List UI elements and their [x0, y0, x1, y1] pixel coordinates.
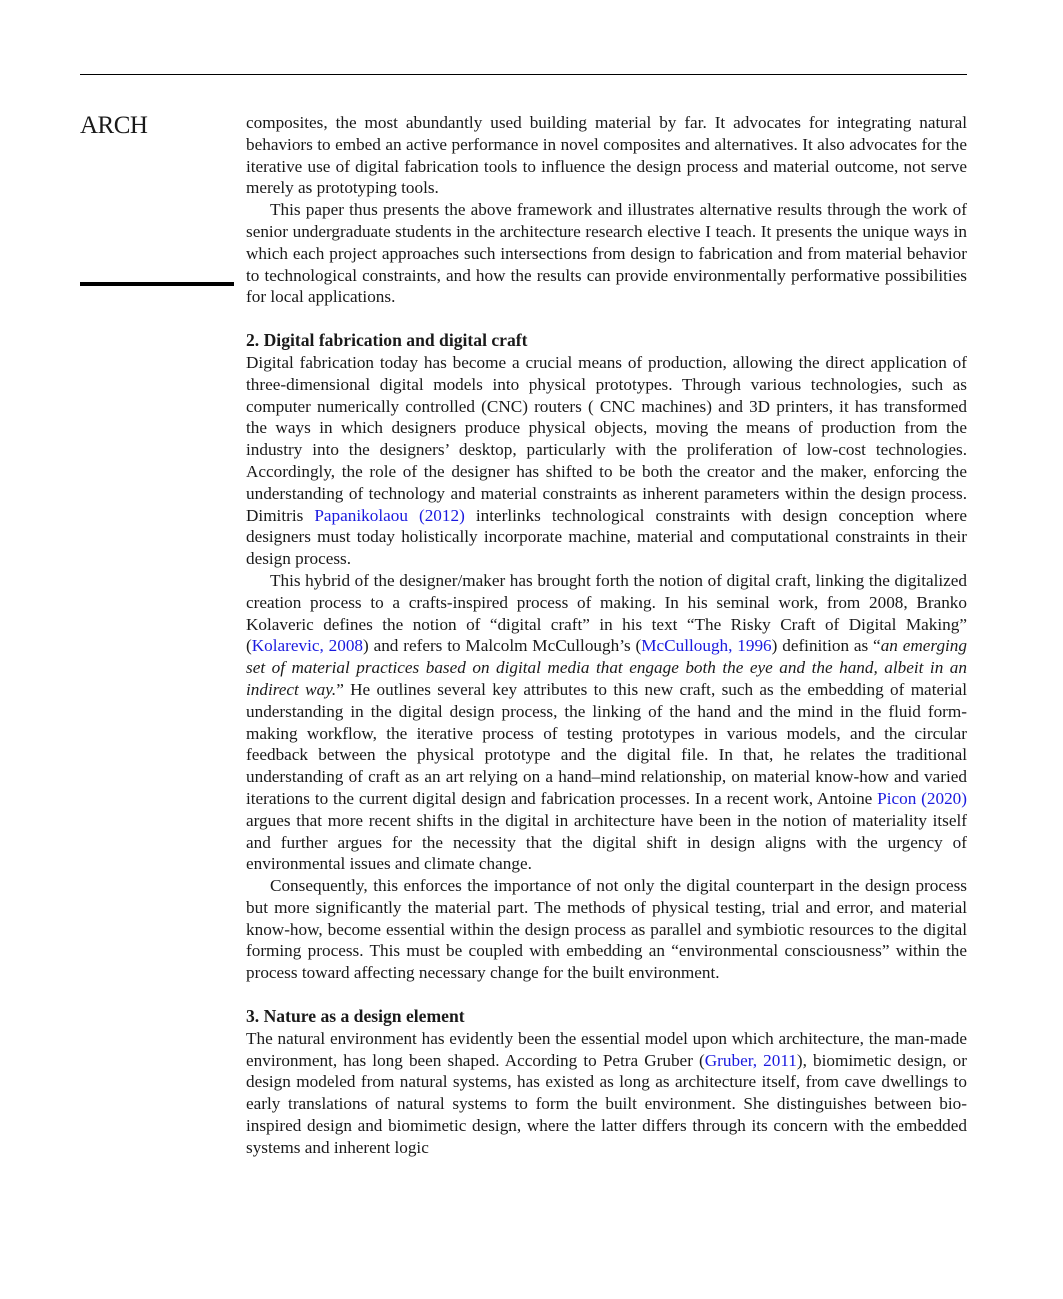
citation-link[interactable]: McCullough, 1996 [641, 636, 772, 656]
text: ” He outlines several key attributes to this new craft, such as the embedding of material understanding in the digital design process, the linking of the hand and the mind in the fluid form-making workflow, the iterative process of testing prototypes in various models, and the circular feedback between the physical prototype and the digital file. In that, he relates the traditional understanding of craft as an art relying on a hand–mind relationship, on material know-how and varied iterations to the current digital design and fabrication processes. In a recent work, Antoine [246, 679, 967, 808]
text: This hybrid of the designer/maker has brought forth the notion of digital craft, linking the digitalized creation process to a crafts-inspired process of making. In his seminal work, from 2008, Branko Kolaveric defines the notion of “digital craft” in his text “The Risky Craft of Digital Making” ( [246, 570, 967, 656]
body-column [246, 112, 967, 1159]
citation-link[interactable]: Papanikolaou (2012) [314, 505, 465, 525]
text: ) and refers to Malcolm McCullough’s ( [363, 636, 642, 656]
text: interlinks technological constraints with design conception where designers must today holistically incorporate machine, material and computational constraints in their design process. [246, 505, 967, 569]
text: Digital fabrication today has become a crucial means of production, allowing the direct application of three-dimensional digital models into physical prototypes. Through various technologies, such as computer numerically controlled (CNC) routers ( CNC machines) and 3D printers, it has transformed the ways in which designers produce physical objects, moving the means of production from the industry into the designers’ desktop, particularly with the proliferation of low-cost technologies. Accordingly, the role of the designer has shifted to be both the creator and the maker, enforcing the understanding of technology and material constraints as inherent parameters within the design process. Dimitris [246, 352, 967, 525]
quote: an emerging set of material practices based on digital media that engage both the eye and the hand, albeit in an indirect way. [246, 636, 967, 699]
citation-link[interactable]: Picon (2020) [877, 788, 967, 808]
margin-rule [80, 282, 234, 286]
paragraph [246, 1028, 967, 1159]
journal-tag: ARCH [80, 112, 148, 139]
section-heading: 3. Nature as a design element [246, 1006, 465, 1027]
text: argues that more recent shifts in the digital in architecture have been in the notion of materiality itself and further argues for the necessity that the digital shift in design aligns with the urgency of environmental issues and climate change. [246, 810, 967, 874]
citation-link[interactable]: Gruber, 2011 [704, 1050, 797, 1070]
section-heading: 2. Digital fabrication and digital craft [246, 330, 528, 351]
paragraph [246, 352, 967, 570]
text: ), biomimetic design, or design modeled from natural systems, has existed as long as architecture itself, from cave dwellings to early translations of natural systems to form the built environment. She distinguishes between bio-inspired design and biomimetic design, where the latter differs through its concern with the embedded systems and inherent logic [246, 1050, 968, 1157]
text: ) definition as “ [771, 636, 881, 656]
paragraph: Consequently, this enforces the importance of not only the digital counterpart in the design process but more significantly the material part. The methods of physical testing, trial and error, and material know-how, become essential within the design process as parallel and symbiotic resources to the digital forming process. This must be coupled with embedding an “environmental consciousness” within the process toward affecting necessary change for the built environment. [246, 876, 967, 983]
header-rule [80, 74, 967, 75]
paragraph: composites, the most abundantly used building material by far. It advocates for integrating natural behaviors to embed an active performance in novel composites and alternatives. It also advocates for the iterative use of digital fabrication tools to influence the design process and material outcome, not serve merely as prototyping tools. [246, 113, 967, 198]
citation-link[interactable]: Kolarevic, 2008 [251, 636, 364, 656]
text: The natural environment has evidently been the essential model upon which architecture, the man-made environment, has long been shaped. According to Petra Gruber ( [246, 1028, 967, 1070]
paragraph [246, 570, 967, 875]
paragraph: This paper thus presents the above framework and illustrates alternative results through the work of senior undergraduate students in the architecture research elective I teach. It presents the unique ways in which each project approaches such intersections from design to fabrication and from material behavior to technological constraints, and how the results can provide environmentally performative possibilities for local applications. [246, 200, 967, 307]
